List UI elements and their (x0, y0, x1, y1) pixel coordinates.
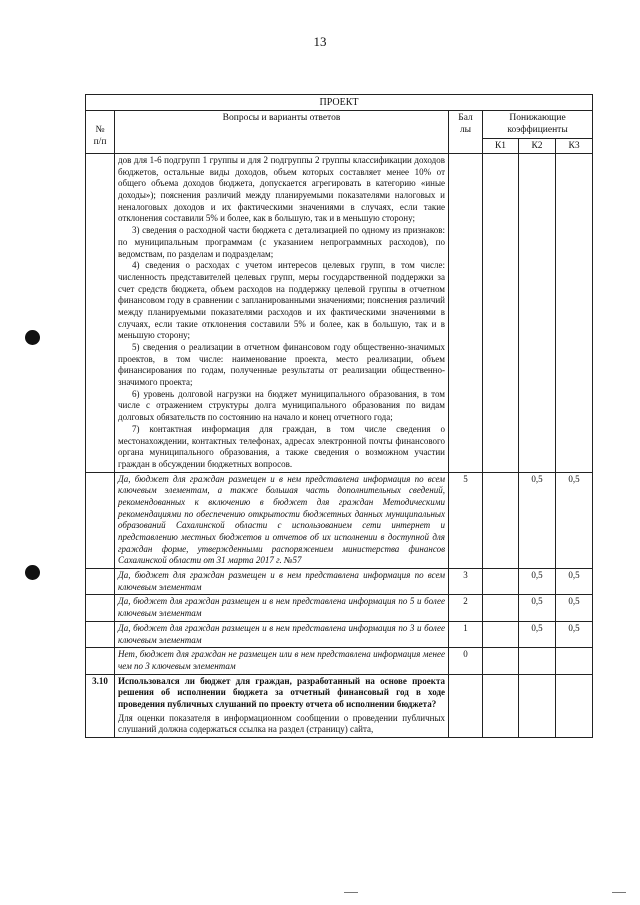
answer-points: 2 (449, 595, 483, 621)
scan-mark (344, 892, 358, 893)
num-header-label: № (95, 124, 105, 135)
answer-k2: 0,5 (519, 472, 556, 569)
num-header-sub: п/п (93, 137, 107, 148)
answer-k1 (483, 648, 519, 674)
question-cell (115, 674, 449, 737)
answer-points: 3 (449, 569, 483, 595)
k3-header: К3 (556, 138, 593, 153)
project-label: ПРОЕКТ (86, 95, 593, 111)
answer-k3: 0,5 (556, 569, 593, 595)
answer-text: Да, бюджет для граждан размещен и в нем представлена информация по 5 и более ключевым элементам (115, 595, 449, 621)
question-row-3-10 (86, 674, 593, 737)
continuation-row (86, 154, 593, 473)
question-text: Использовался ли бюджет для граждан, разработанный на основе проекта решения об исполнении бюджета за отчетный финансовый год в ходе проведения публичных слушаний по проекту отчета об исполнении бюджета? (118, 675, 445, 709)
k1-header: К1 (483, 138, 519, 153)
answer-k2: 0,5 (519, 595, 556, 621)
answer-k2: 0,5 (519, 569, 556, 595)
answer-k2 (519, 648, 556, 674)
answer-text: Нет, бюджет для граждан не размещен или в нем представлена информация менее чем по 3 ключевым элементам (115, 648, 449, 674)
answer-text: Да, бюджет для граждан размещен и в нем представлена информация по 3 и более ключевым элементам (115, 621, 449, 647)
question-header: Вопросы и варианты ответов (115, 111, 449, 154)
scan-mark (612, 892, 626, 893)
question-note: Для оценки показателя в информационном сообщении о проведении публичных слушаний должна содержаться ссылка на раздел (страницу) сайта, (118, 712, 445, 735)
continuation-paragraph: 4) сведения о расходах с учетом интересов целевых групп, в том числе: численность представителей целевых групп, меры государственной поддержки за счет средств бюджета, объем расходов на поддержку целевой группы в отчетном финансовом году в сравнении с запланированными значениями; пояснения различий между планируемыми показателями расходов и их фактическими значениями в случаях, если такие отклонения составили 5% и более, как в большую, так и в меньшую сторону; (118, 260, 445, 341)
answer-k1 (483, 472, 519, 569)
answer-row (86, 648, 593, 674)
num-header (86, 111, 115, 154)
punch-hole (25, 565, 40, 580)
continuation-paragraph: дов для 1-6 подгрупп 1 группы и для 2 подгруппы 2 группы классификации доходов бюджетов, остальные виды доходов, объем которых составляет менее 10% от общего объема доходов бюджета, допускается агрегировать в категорию «иные доходы»); пояснения различий между планируемыми показателями налоговых и неналоговых доходов и их фактическими значениями в случаях, если такие отклонения составили 5% и более, как в большую, так и в меньшую сторону; (118, 155, 445, 224)
answer-k3 (556, 648, 593, 674)
answer-text: Да, бюджет для граждан размещен и в нем представлена информация по всем ключевым элементам, а также большая часть дополнительных сведений, рекомендованных к включению в бюджет для граждан Методическими рекомендациями по обеспечению открытости бюджетных данных муниципальных образований Сахалинской области с использованием сети интернет и представлению местных бюджетов и отчетов об их исполнении в доступной для граждан форме, утвержденными распоряжением министерства финансов Сахалинской области от 31 марта 2017 г. №57 (115, 472, 449, 569)
punch-hole (25, 330, 40, 345)
answer-row (86, 569, 593, 595)
coef-group-header: Понижающие коэффициенты (483, 111, 593, 139)
answer-text: Да, бюджет для граждан размещен и в нем представлена информация по всем ключевым элементам (115, 569, 449, 595)
answer-row (86, 472, 593, 569)
answer-k1 (483, 595, 519, 621)
question-number: 3.10 (86, 674, 115, 737)
answer-k3: 0,5 (556, 472, 593, 569)
answer-points: 1 (449, 621, 483, 647)
answer-k1 (483, 569, 519, 595)
continuation-paragraph: 6) уровень долговой нагрузки на бюджет муниципального образования, в том числе с отражением структуры долга муниципального образования по видам долговых обязательств по состоянию на начало и конец отчетного года; (118, 388, 445, 423)
answer-points: 5 (449, 472, 483, 569)
answer-k2: 0,5 (519, 621, 556, 647)
evaluation-table (85, 94, 593, 738)
answer-row (86, 595, 593, 621)
points-header: Бал лы (449, 111, 483, 154)
answer-points: 0 (449, 648, 483, 674)
continuation-paragraph: 7) контактная информация для граждан, в том числе сведения о местонахождении, контактных телефонах, адресах электронной почты финансового органа муниципального образования, а также сведения о возможном участии граждан в обсуждении бюджетных вопросов. (118, 423, 445, 469)
continuation-paragraph: 5) сведения о реализации в отчетном финансовом году общественно-значимых проектов, в том числе: наименование проекта, место реализации, объем финансирования по годам, полученные результаты от реализации общественно-значимого проекта; (118, 342, 445, 388)
k2-header: К2 (519, 138, 556, 153)
answer-k3: 0,5 (556, 595, 593, 621)
answer-k1 (483, 621, 519, 647)
continuation-paragraph: 3) сведения о расходной части бюджета с детализацией по одному из признаков: по муниципальным программам (с указанием непрограммных расходов), по ведомствам, по разделам и подразделам; (118, 225, 445, 259)
answer-row (86, 621, 593, 647)
answer-k3: 0,5 (556, 621, 593, 647)
continuation-cell (115, 154, 449, 473)
page-number: 13 (313, 34, 327, 49)
